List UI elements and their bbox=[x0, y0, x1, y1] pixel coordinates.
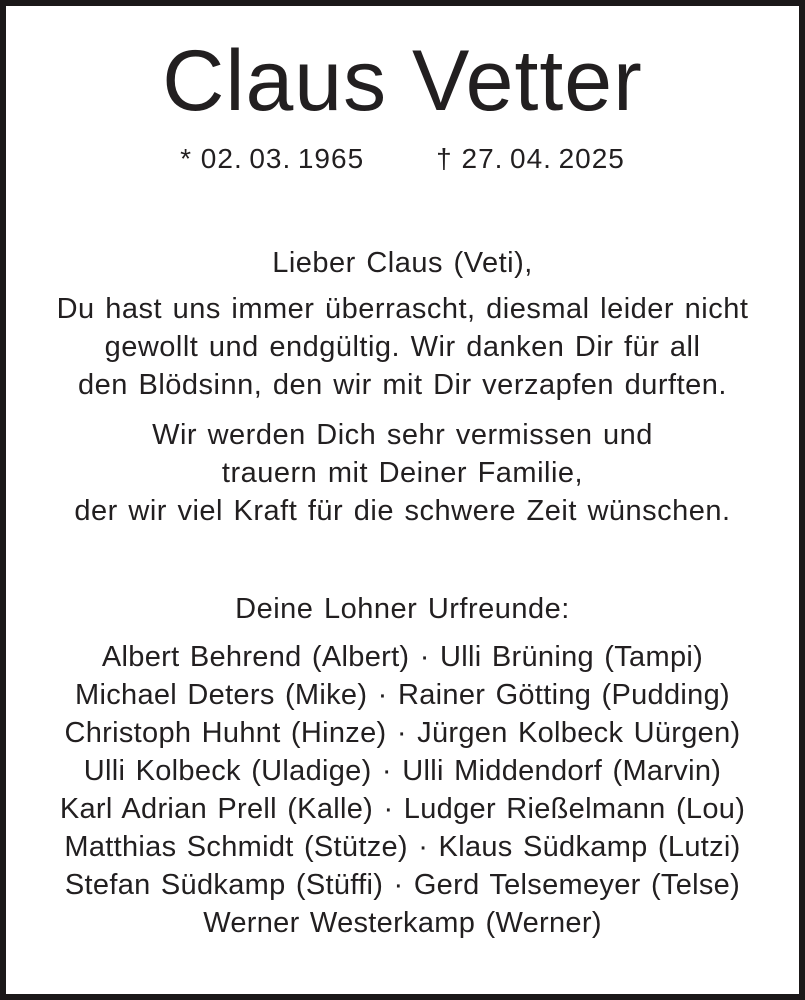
message-line: Du hast uns immer überrascht, diesmal leider nicht bbox=[56, 293, 749, 325]
mourner-line: Karl Adrian Prell (Kalle) · Ludger Rießelmann (Lou) bbox=[59, 793, 746, 825]
closing-line: Deine Lohner Urfreunde: bbox=[235, 593, 570, 625]
message-line: trauern mit Deiner Familie, bbox=[221, 457, 584, 489]
message-line: Wir werden Dich sehr vermissen und bbox=[152, 419, 653, 451]
message-line: den Blödsinn, den wir mit Dir verzapfen durften. bbox=[78, 369, 727, 401]
message-line: der wir viel Kraft für die schwere Zeit wünschen. bbox=[74, 495, 731, 527]
mourner-line: Albert Behrend (Albert) · Ulli Brüning (Tampi) bbox=[101, 641, 704, 673]
birth-date: * 02. 03. 1965 bbox=[180, 143, 365, 174]
message-paragraph-2 bbox=[6, 416, 799, 530]
death-date: † 27. 04. 2025 bbox=[436, 143, 625, 174]
salutation: Lieber Claus (Veti), bbox=[272, 247, 533, 279]
life-dates bbox=[6, 144, 799, 174]
deceased-name: Claus Vetter bbox=[162, 33, 643, 129]
mourner-line: Werner Westerkamp (Werner) bbox=[203, 907, 602, 939]
mourner-line: Stefan Südkamp (Stüffi) · Gerd Telsemeyer (Telse) bbox=[64, 869, 741, 901]
message-paragraph-1 bbox=[6, 290, 799, 404]
message-line: gewollt und endgültig. Wir danken Dir für all bbox=[104, 331, 701, 363]
mourner-line: Michael Deters (Mike) · Rainer Götting (Pudding) bbox=[75, 679, 730, 711]
mourners-list bbox=[6, 638, 799, 942]
mourner-line: Matthias Schmidt (Stütze) · Klaus Südkamp (Lutzi) bbox=[64, 831, 741, 863]
mourner-line: Ulli Kolbeck (Uladige) · Ulli Middendorf (Marvin) bbox=[83, 755, 722, 787]
mourner-line: Christoph Huhnt (Hinze) · Jürgen Kolbeck Uürgen) bbox=[64, 717, 741, 749]
